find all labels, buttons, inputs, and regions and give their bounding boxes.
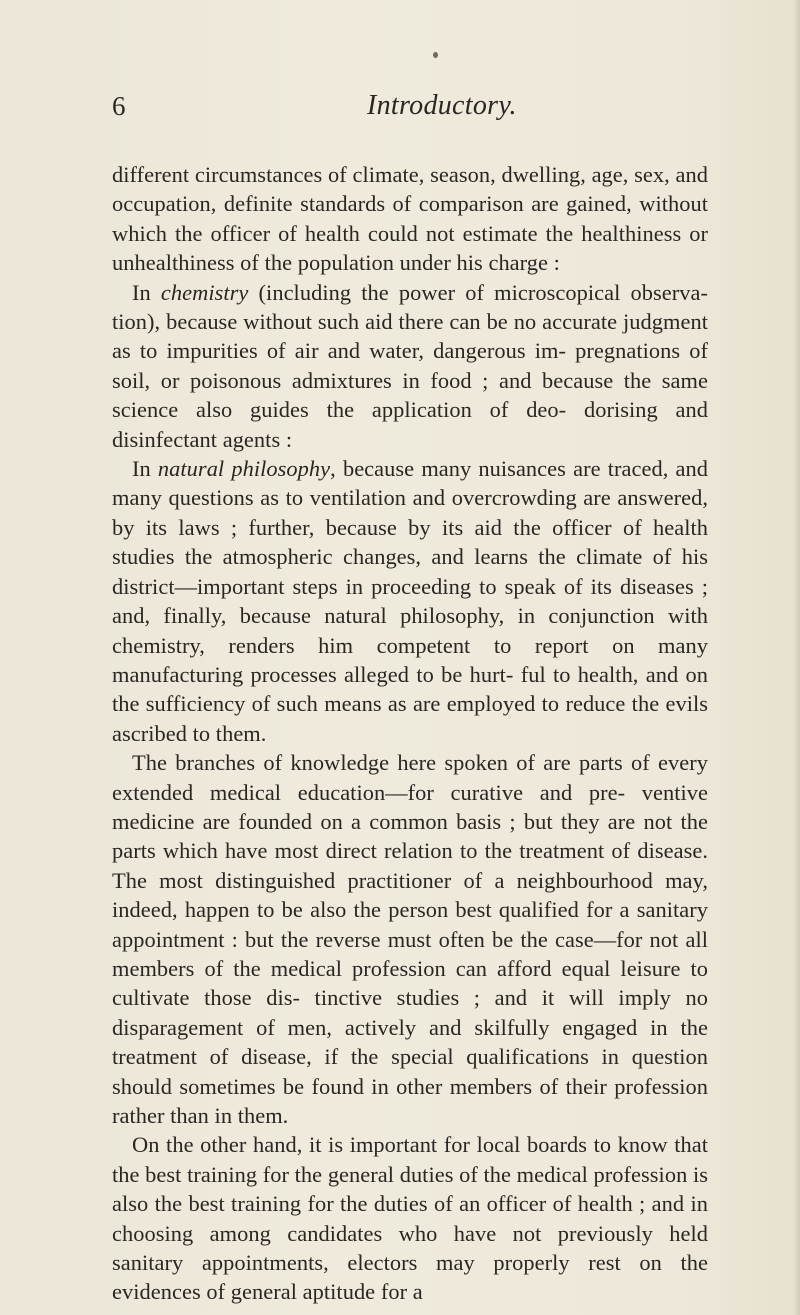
paragraph-2-lead: In bbox=[132, 279, 161, 305]
paragraph-3 bbox=[112, 454, 708, 748]
paragraph-4 bbox=[112, 748, 708, 1130]
ink-speck bbox=[433, 52, 438, 58]
paragraph-1 bbox=[112, 160, 708, 278]
paragraph-5 bbox=[112, 1130, 708, 1306]
paragraph-4-text: The branches of knowledge here spoken of are parts of every extended medical education—for curative and pre- ventive medicine are founded on a common basis ; but they are not the parts which have most direct relation to the treatment of disease. The most distinguished practitioner of a neighbourhood may, indeed, happen to be also the person best qualified for a sanitary appointment : but the reverse must often be the case—for not all members of the medical profession can afford equal leisure to cultivate those dis- tinctive studies ; and it will imply no disparagement of men, actively and skilfully engaged in the treatment of disease, if the special qualifications in question should sometimes be found in other members of their profession rather than in them. bbox=[112, 750, 708, 1128]
page-number: 6 bbox=[112, 91, 126, 121]
page-header bbox=[112, 86, 712, 126]
paragraph-3-text: , because many nuisances are traced, and many questions as to ventilation and overcrowding are answered, by its laws ; further, because by its aid the officer of health studies the atmospheric changes, and learns the climate of his district—important steps in proceeding to speak of its diseases ; and, finally, because natural philosophy, in conjunction with chemistry, renders him competent to report on many manufacturing processes alleged to be hurt- ful to health, and on the sufficiency of such means as are employed to reduce the evils ascribed to them. bbox=[112, 456, 708, 746]
paragraph-2-term: chemistry bbox=[160, 279, 249, 305]
paragraph-5-text: On the other hand, it is important for local boards to know that the best training for the general duties of the medical profession is also the best training for the duties of an officer of health ; and in choosing among candidates who have not previously held sanitary appointments, electors may properly rest on the evidences of general aptitude for a bbox=[112, 1132, 709, 1305]
body-text bbox=[112, 160, 708, 1307]
paragraph-3-lead: In bbox=[132, 456, 158, 482]
paragraph-1-text: different circumstances of climate, season, dwelling, age, sex, and occupation, definite standards of comparison are gained, without which the officer of health could not estimate the healthiness or unhealthiness of the population under his charge : bbox=[112, 162, 708, 276]
running-title: Introductory. bbox=[367, 90, 517, 121]
page-edge-shadow bbox=[794, 0, 800, 1315]
paragraph-2-text: (including the power of microscopical observa- tion), because without such aid there can be no accurate judgment as to impurities of air and water, dangerous im- pregnations of soil, or poisonous admixtures in food ; and because the same science also guides the application of deo- dorising and disinfectant agents : bbox=[112, 279, 708, 452]
paragraph-3-term: natural philosophy bbox=[157, 456, 331, 482]
paragraph-2 bbox=[112, 278, 708, 454]
